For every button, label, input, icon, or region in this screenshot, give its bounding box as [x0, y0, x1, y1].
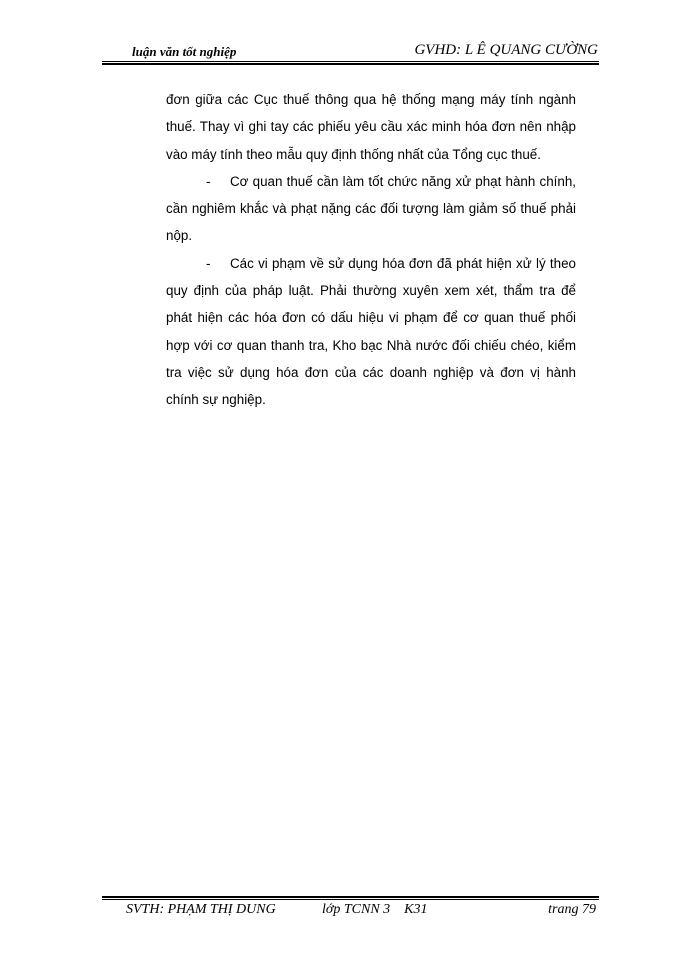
- page-header: [102, 42, 598, 62]
- header-rule-thick: [102, 63, 599, 65]
- header-advisor: GVHD: L Ê QUANG CƯỜNG: [414, 42, 598, 58]
- paragraph-2: [166, 168, 576, 250]
- header-rule-thin: [102, 61, 599, 62]
- bullet-3: -: [206, 255, 211, 271]
- paragraph-1: đơn giữa các Cục thuế thông qua hệ thống mạng máy tính ngành thuế. Thay vì ghi tay các phiếu yêu cầu xác minh hóa đơn nên nhập vào máy tính theo mẫu quy định thống nhất của Tổng cục thuế.: [166, 92, 576, 162]
- page-footer: [110, 900, 596, 924]
- header-thesis-label: luận văn tốt nghiệp: [132, 44, 237, 59]
- paragraph-2-text: Cơ quan thuế cần làm tốt chức năng xử phạt hành chính, cần nghiêm khắc và phạt nặng các đối tượng làm giảm số thuế phải nộp.: [166, 173, 576, 244]
- paragraph-3: [166, 250, 576, 414]
- footer-class: lớp TCNN 3 K31: [322, 902, 428, 917]
- bullet-2: -: [206, 173, 211, 189]
- footer-rule-thick: [102, 896, 599, 898]
- footer-page-number: trang 79: [548, 902, 596, 917]
- body-text: [166, 86, 576, 414]
- footer-student: SVTH: PHẠM THỊ DUNG: [126, 902, 276, 917]
- paragraph-3-text: Các vi phạm về sử dụng hóa đơn đã phát hiện xử lý theo quy định của pháp luật. Phải thường xuyên xem xét, thẩm tra để phát hiện các hóa đơn có dấu hiệu vi phạm để cơ quan thuế phối hợp với cơ quan thanh tra, Kho bạc Nhà nước đối chiếu chéo, kiểm tra việc sử dụng hóa đơn của các doanh nghiệp và đơn vị hành chính sự nghiệp.: [166, 255, 576, 408]
